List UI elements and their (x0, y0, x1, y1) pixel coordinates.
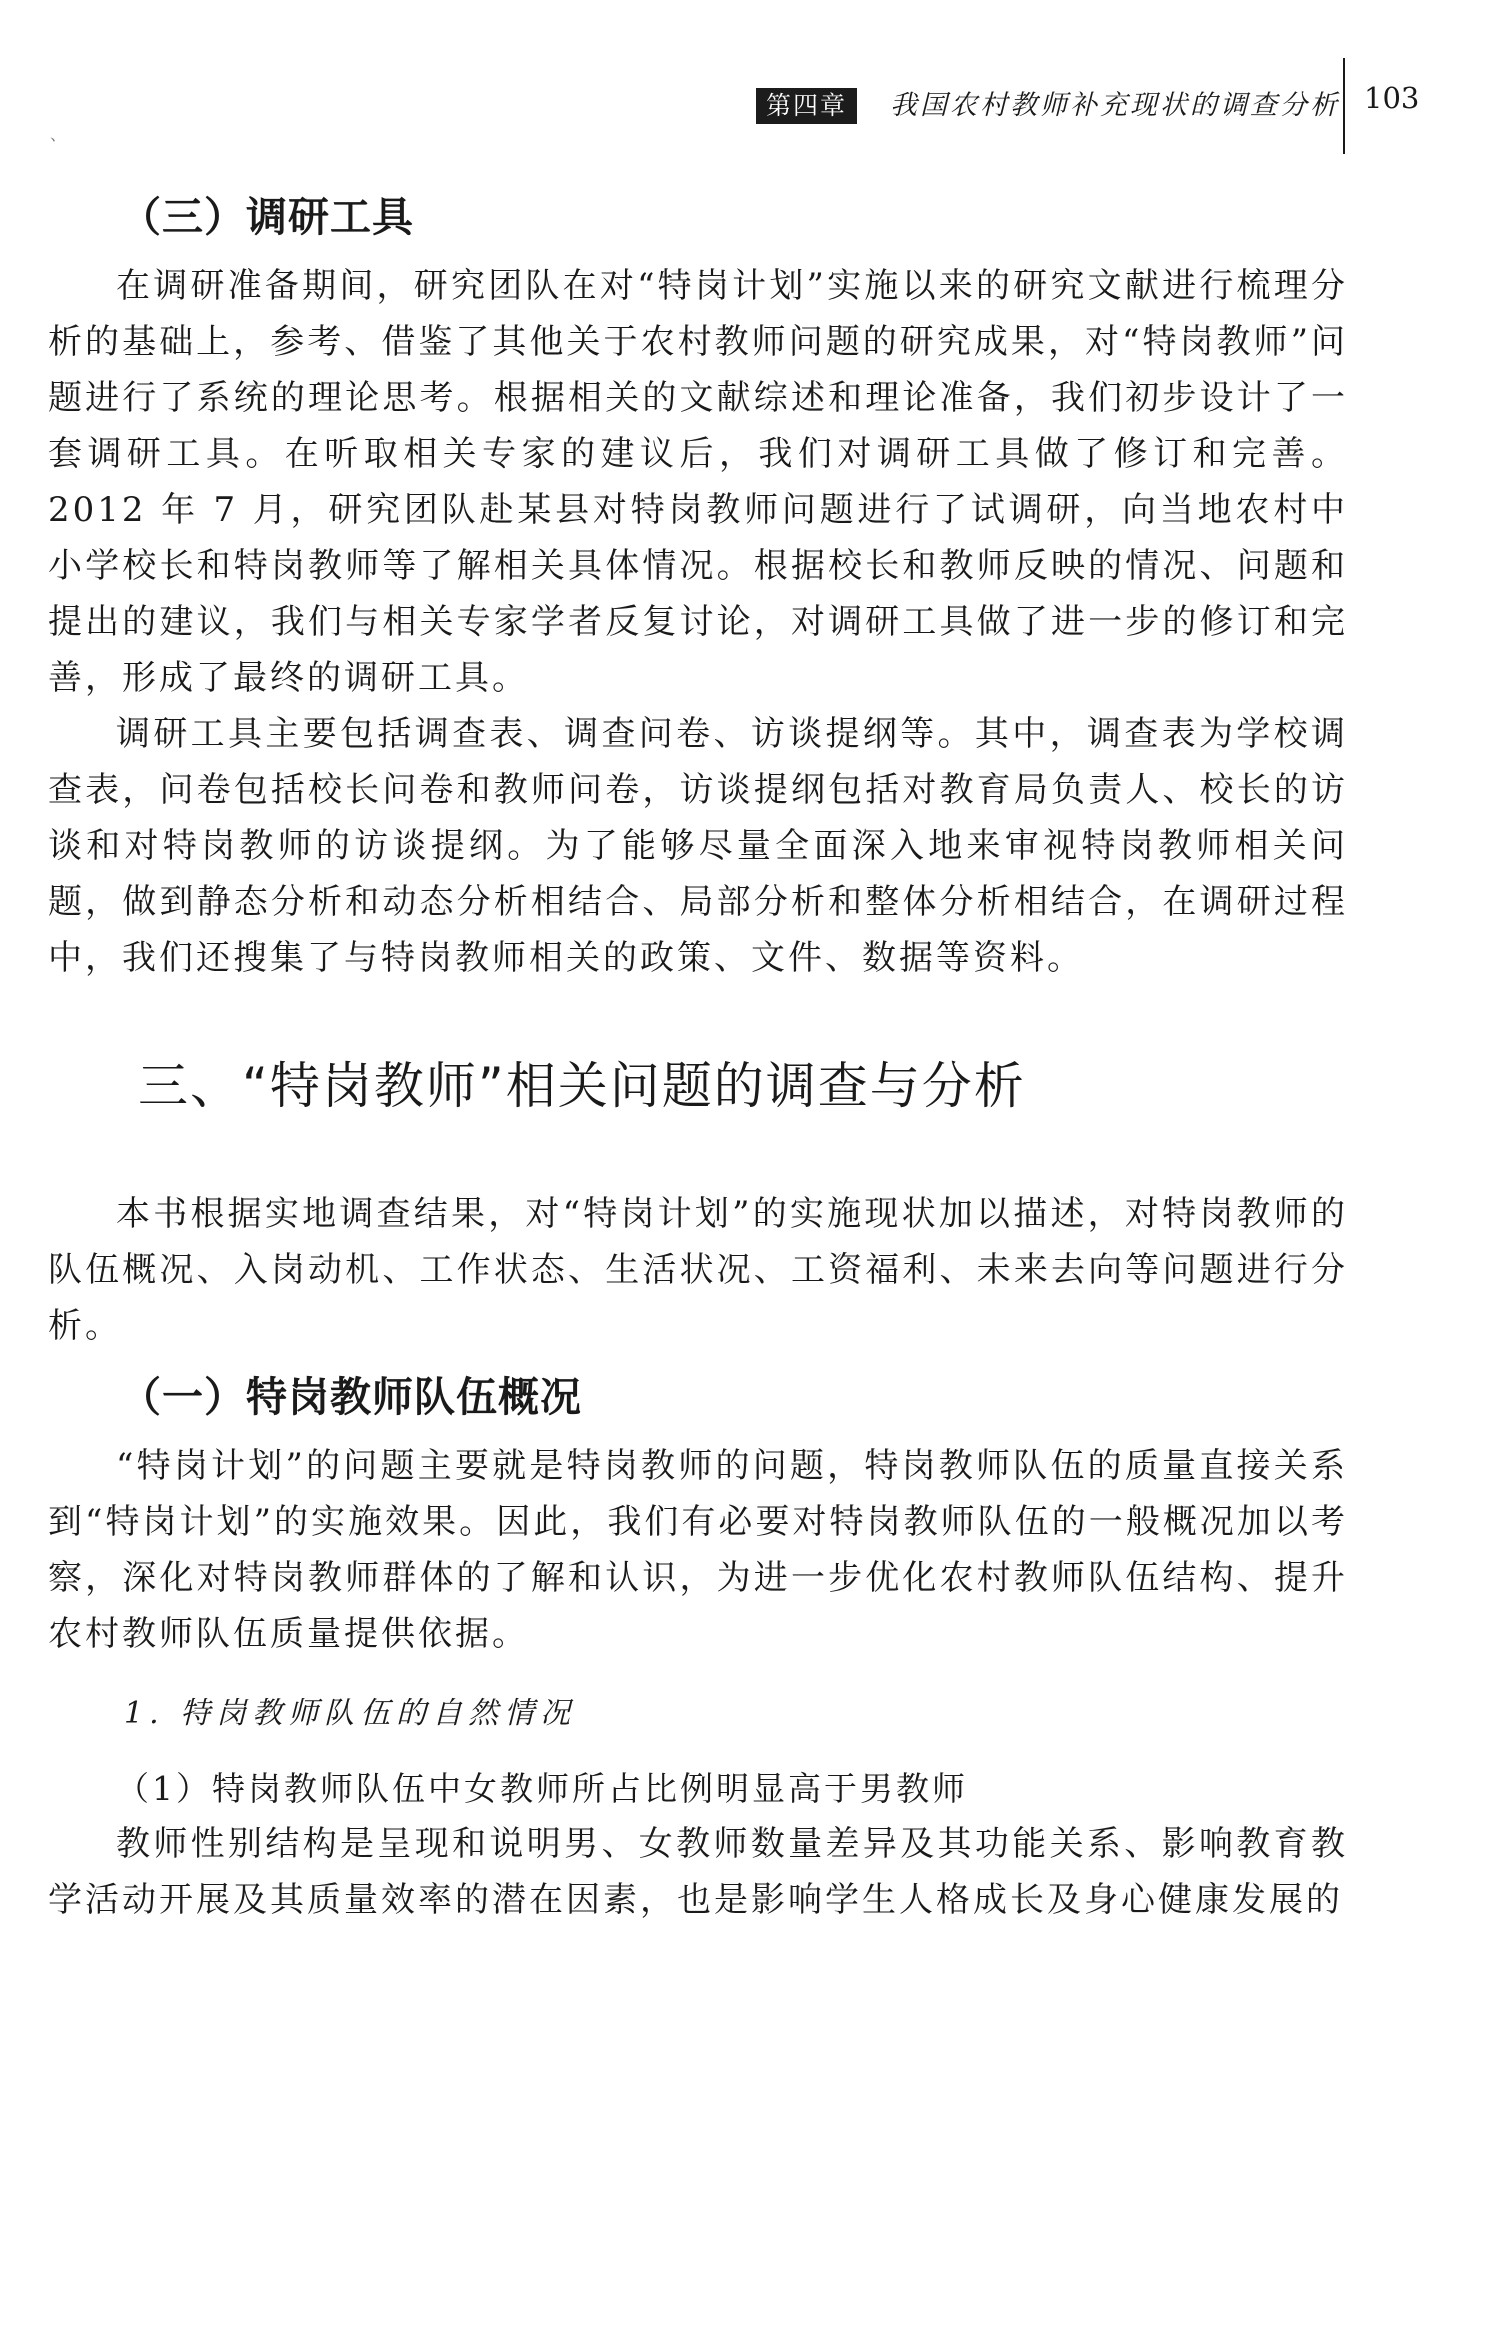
page-number: 103 (1364, 81, 1420, 115)
corner-mark: 、 (50, 125, 67, 144)
paragraph: 在调研准备期间，研究团队在对“特岗计划”实施以来的研究文献进行梳理分析的基础上，参考、借鉴了其他关于农村教师问题的研究成果，对“特岗教师”问题进行了系统的理论思考。根据相关的文献综述和理论准备，我们初步设计了一套调研工具。在听取相关专家的建议后，我们对调研工具做了修订和完善。2012 年 7 月，研究团队赴某县对特岗教师问题进行了试调研，向当地农村中小学校长和特岗教师等了解相关具体情况。根据校长和教师反映的情况、问题和提出的建议，我们与相关专家学者反复讨论，对调研工具做了进一步的修订和完善，形成了最终的调研工具。 (48, 266, 1348, 698)
subsection-heading-research-tools: （三）调研工具 (120, 193, 414, 241)
numbered-heading: 1. 特岗教师队伍的自然情况 (124, 1696, 577, 1731)
paragraph: 调研工具主要包括调查表、调查问卷、访谈提纲等。其中，调查表为学校调查表，问卷包括校长问卷和教师问卷，访谈提纲包括对教育局负责人、校长的访谈和对特岗教师的访谈提纲。为了能够尽量全面深入地来审视特岗教师相关问题，做到静态分析和动态分析相结合、局部分析和整体分析相结合，在调研过程中，我们还搜集了与特岗教师相关的政策、文件、数据等资料。 (48, 714, 1348, 978)
running-header (0, 78, 1500, 138)
header-divider (1343, 58, 1345, 154)
parenthetical-heading: （1）特岗教师队伍中女教师所占比例明显高于男教师 (116, 1769, 968, 1808)
chapter-badge: 第四章 (756, 88, 857, 124)
section-heading: 三、“特岗教师”相关问题的调查与分析 (138, 1057, 1026, 1115)
paragraph: 本书根据实地调查结果，对“特岗计划”的实施现状加以描述，对特岗教师的队伍概况、入岗动机、工作状态、生活状况、工资福利、未来去向等问题进行分析。 (48, 1194, 1348, 1346)
subsection-heading-team-overview: （一）特岗教师队伍概况 (120, 1373, 582, 1421)
paragraph: 教师性别结构是呈现和说明男、女教师数量差异及其功能关系、影响教育教学活动开展及其质量效率的潜在因素，也是影响学生人格成长及身心健康发展的 (48, 1824, 1348, 1920)
page-body (48, 190, 1348, 1928)
chapter-title: 我国农村教师补充现状的调查分析 (890, 90, 1340, 121)
paragraph: “特岗计划”的问题主要就是特岗教师的问题，特岗教师队伍的质量直接关系到“特岗计划”的实施效果。因此，我们有必要对特岗教师队伍的一般概况加以考察，深化对特岗教师群体的了解和认识，为进一步优化农村教师队伍结构、提升农村教师队伍质量提供依据。 (48, 1446, 1348, 1654)
